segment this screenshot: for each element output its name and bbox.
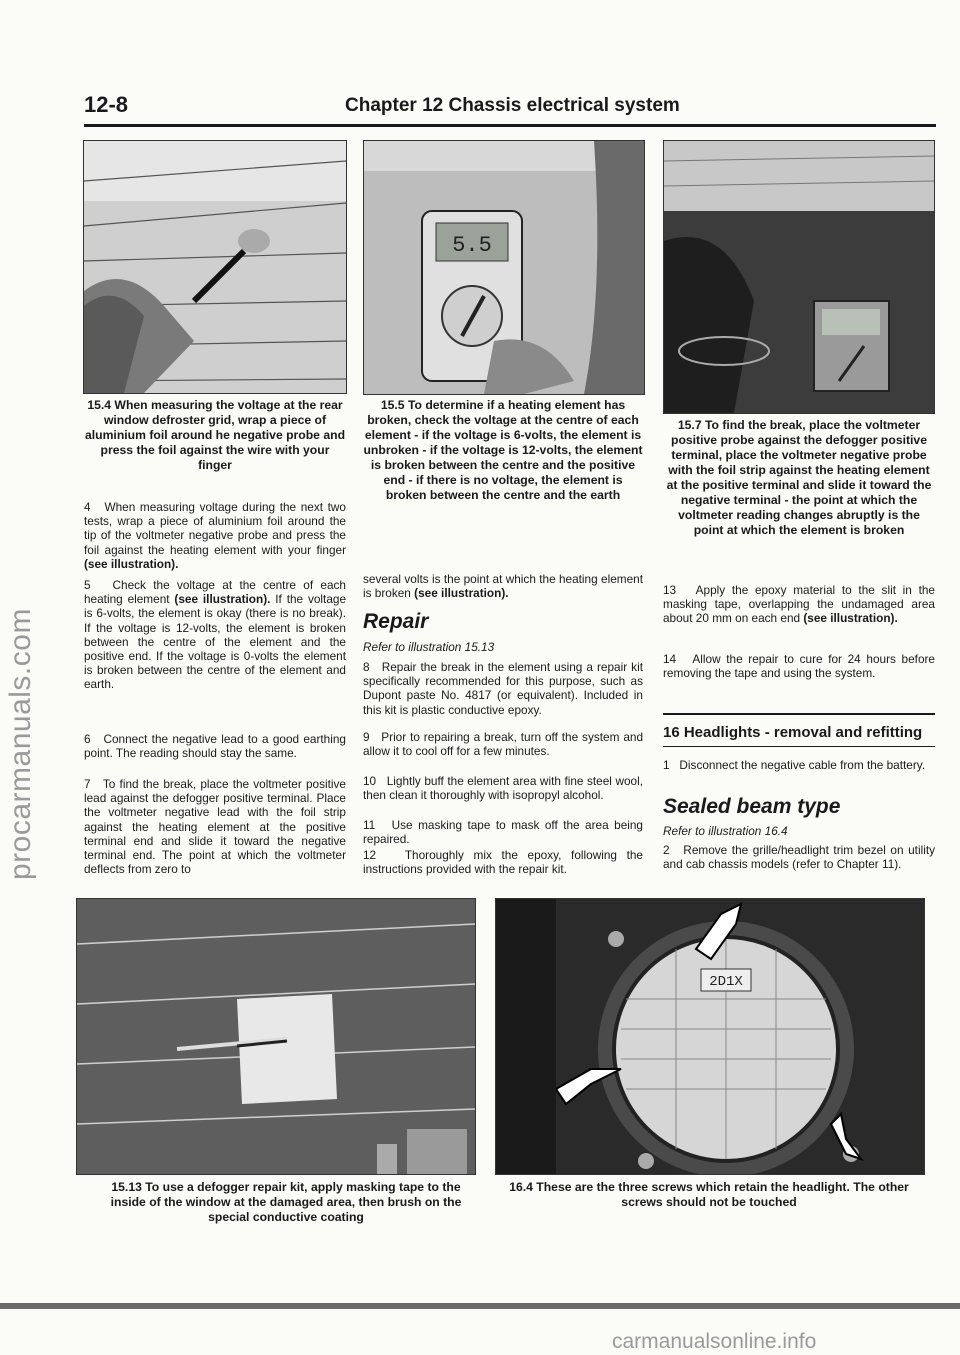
para-4-text: When measuring voltage during the next two tests, wrap a piece of aluminium foil around the tip of the voltmeter negative probe and press the foil against the heating element with your finger (84, 500, 346, 557)
para-6-text: Connect the negative lead to a good earthing point. The reading should stay the same. (84, 732, 346, 761)
photo-15-4 (83, 140, 347, 394)
caption-15-5: 15.5 To determine if a heating element has broken, check the voltage at the centre of each element - if the voltage is 6-volts, the element is unbroken - if the voltage is 12-volts, the element is broken between the centre and the positive end - if there is no voltage, the element is broken between the centre and the earth (363, 398, 643, 502)
para-6-number: 6 (84, 732, 91, 746)
svg-text:5.5: 5.5 (452, 233, 492, 258)
para-4 (84, 500, 346, 571)
photo-15-5-image (364, 141, 644, 394)
para-7-text: To find the break, place the voltmeter positive lead against the defogger positive terminal. Place the voltmeter negative lead with the foil strip against the heating element at the positive terminal end and slide it toward the negative terminal end. The point at which the voltmeter deflects from zero to (84, 777, 346, 877)
watermark-bottom: carmanualsonline.info (612, 1330, 817, 1353)
para-9-text: Prior to repairing a break, turn off the system and allow it to cool off for a few minutes. (363, 730, 643, 759)
para-5 (84, 578, 346, 692)
repair-ref (363, 640, 643, 654)
scan-edge (0, 1303, 960, 1309)
para-8-text: Repair the break in the element using a repair kit specifically recommended for this purpose, such as Dupont paste No. 4817 (or equivalent). Included in this kit is plastic conductive epoxy. (363, 660, 643, 717)
repair-heading: Repair (363, 610, 429, 633)
para-8 (363, 660, 643, 717)
para-5-ref: (see illustration). (174, 592, 271, 607)
para-16-1 (663, 758, 935, 772)
para-7-continued-text: several volts is the point at which the heating element is broken (363, 572, 643, 601)
sealed-ref-text: Refer to illustration 16.4 (663, 824, 788, 838)
para-7-continued-ref: (see illustration). (414, 586, 509, 601)
para-10 (363, 774, 643, 802)
para-5-text: Check the voltage at the centre of each heating element (84, 578, 346, 607)
para-13-text: Apply the epoxy material to the slit in the masking tape, overlapping the undamaged area about 20 mm on each end (663, 583, 935, 626)
caption-15-4: 15.4 When measuring the voltage at the rear window defroster grid, wrap a piece of aluminium foil around he negative probe and press the foil against the wire with your finger (84, 398, 346, 472)
page-number: 12-8 (84, 92, 129, 117)
sealed-ref (663, 824, 935, 838)
para-4-ref: (see illustration). (84, 556, 179, 571)
repair-ref-text: Refer to illustration 15.13 (363, 640, 495, 654)
photo-16-4 (495, 898, 925, 1175)
photo-16-4-image (496, 899, 924, 1174)
para-16-2-number: 2 (663, 843, 670, 857)
photo-15-13 (76, 898, 476, 1175)
header-rule (84, 124, 936, 127)
para-6 (84, 732, 346, 760)
caption-15-7: 15.7 To find the break, place the voltmeter positive probe against the defogger positive terminal, place the voltmeter negative probe with the foil strip against the heating element at the positive terminal and slide it toward the negative terminal - the point at which the voltmeter reading changes abruptly is the point at which the element is broken (666, 418, 932, 537)
para-14-number: 14 (663, 652, 677, 666)
section-16-bottom-rule (663, 746, 935, 747)
section-16-top-rule (663, 713, 935, 715)
svg-text:2D1X: 2D1X (709, 974, 743, 990)
para-7-number: 7 (84, 777, 91, 791)
para-11-number: 11 (363, 818, 376, 832)
para-14-text: Allow the repair to cure for 24 hours before removing the tape and using the system. (663, 652, 935, 681)
para-9-number: 9 (363, 730, 370, 744)
watermark-left: procarmanuals.com (4, 608, 37, 880)
caption-16-4: 16.4 These are the three screws which retain the headlight. The other screws should not be touched (509, 1180, 909, 1209)
photo-15-7-image (664, 141, 934, 413)
para-16-1-number: 1 (663, 758, 670, 772)
chapter-title: Chapter 12 Chassis electrical system (345, 95, 680, 116)
para-16-2 (663, 843, 935, 871)
para-7-continued (363, 572, 643, 600)
photo-15-7 (663, 140, 935, 414)
para-16-2-text: Remove the grille/headlight trim bezel on utility and cab chassis models (refer to Chapter 11). (663, 843, 935, 872)
para-10-text: Lightly buff the element area with fine steel wool, then clean it thoroughly with isopropyl alcohol. (363, 774, 643, 803)
para-13-number: 13 (663, 583, 677, 597)
para-12 (363, 848, 643, 876)
para-4-number: 4 (84, 500, 91, 514)
para-13 (663, 583, 935, 626)
para-5-rest: If the voltage is 6-volts, the element is okay (there is no break). If the voltage is 12-volts, the element is broken between the centre of the element and the positive end. If the voltage is 0-volts the element is broken between the centre of the element and earth. (84, 592, 347, 692)
para-5-number: 5 (84, 578, 91, 592)
photo-15-13-image (77, 899, 475, 1174)
para-9 (363, 730, 643, 758)
para-12-number: 12 (363, 848, 377, 862)
photo-15-4-image (84, 141, 346, 393)
sealed-beam-heading: Sealed beam type (663, 795, 841, 818)
photo-15-5 (363, 140, 645, 395)
para-13-ref: (see illustration). (803, 611, 898, 626)
para-7 (84, 777, 346, 876)
para-8-number: 8 (363, 660, 370, 674)
para-14 (663, 652, 935, 680)
para-11-text: Use masking tape to mask off the area being repaired. (363, 818, 643, 847)
caption-15-13: 15.13 To use a defogger repair kit, apply masking tape to the inside of the window at the damaged area, then brush on the special conductive coating (110, 1180, 462, 1224)
para-16-1-text: Disconnect the negative cable from the battery. (679, 758, 926, 772)
para-11 (363, 818, 643, 846)
para-12-text: Thoroughly mix the epoxy, following the instructions provided with the repair kit. (363, 848, 643, 877)
para-10-number: 10 (363, 774, 377, 788)
section-16-heading: 16 Headlights - removal and refitting (663, 724, 923, 741)
